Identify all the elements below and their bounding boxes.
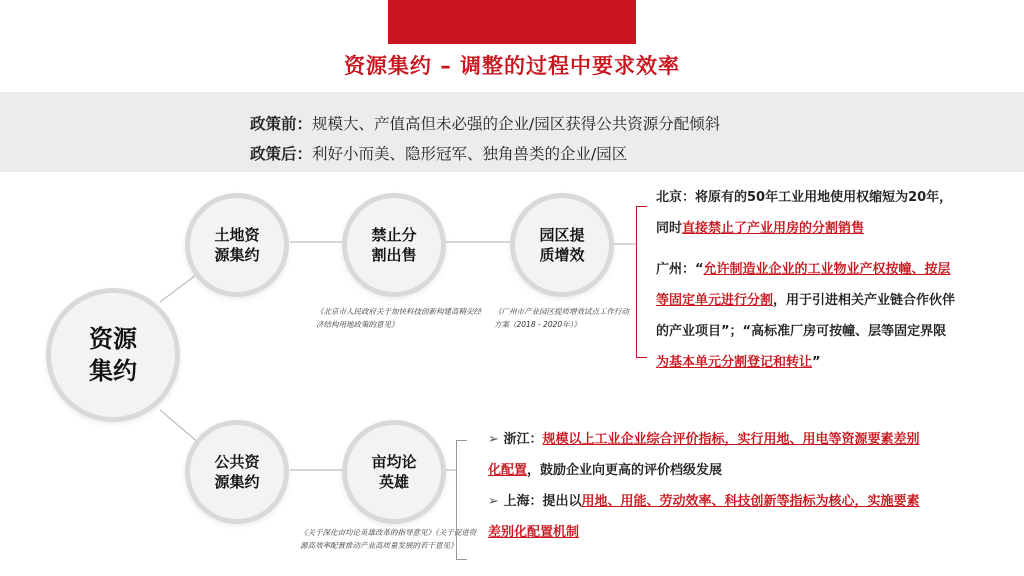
bracket-public (456, 440, 467, 560)
bullet-arrow-icon: ➢ (488, 494, 499, 509)
connector-main-land (160, 272, 200, 302)
zhejiang-highlight: 规模以上工业企业综合评价指标，实行用地、用电等资源要素差别化配置 (488, 432, 920, 478)
shanghai-highlight: 用地、用能、劳动效率、科技创新等指标为核心，实施要素差别化配置机制 (488, 494, 920, 540)
guangzhou-suffix: ” (812, 355, 821, 370)
connector-main-public (160, 410, 200, 444)
beijing-highlight: 直接禁止了产业用房的分割销售 (682, 221, 865, 236)
note-beijing-doc: 《北京市人民政府关于加快科技创新构建高精尖经济结构用地政策的意见》 (316, 307, 481, 329)
guangzhou-mid: ，用于引进相关产业链合作伙伴的产业项目”；“高标准厂房可按幢、层等固定界限 (656, 293, 956, 339)
circle-land-intensive: 土地资 源集约 (185, 193, 289, 297)
policy-before-text: 规模大、产值高但未必强的企业/园区获得公共资源分配倾斜 (312, 115, 721, 133)
circle-park-efficiency: 园区提 质增效 (510, 193, 614, 297)
beijing-text (656, 182, 956, 244)
shanghai-text (488, 486, 928, 548)
bullet-arrow-icon: ➢ (488, 432, 499, 447)
guangzhou-text (656, 254, 956, 378)
circle-ban-split-sale: 禁止分 割出售 (342, 193, 446, 297)
note-permu-doc: 《关于深化亩均论英雄改革的指导意见》《关于促进资源高效率配置推动产业高质量发展的若干意见》 (300, 528, 477, 550)
page-title: 资源集约 – 调整的过程中要求效率 (343, 54, 681, 78)
circle-resource-intensive: 资源 集约 (46, 288, 180, 422)
circle-per-mu-hero: 亩均论 英雄 (342, 420, 446, 524)
circle-public-intensive: 公共资 源集约 (185, 420, 289, 524)
bracket-land (636, 206, 647, 358)
guangzhou-prefix: 广州：“ (656, 262, 704, 277)
note-guangzhou-doc: 《广州市产业园区提质增效试点工作行动方案（2018 - 2020年）》 (494, 307, 629, 329)
guangzhou-highlight-1: 允许制造业企业的工业物业产权按幢、按层等固定单元进行分割 (656, 262, 951, 308)
zhejiang-suffix: ，鼓励企业向更高的评价档级发展 (527, 463, 723, 478)
policy-before-label: 政策前： (250, 115, 313, 133)
zhejiang-prefix: 浙江： (503, 432, 543, 447)
policy-after-label: 政策后： (250, 145, 313, 163)
policy-after-text: 利好小而美、隐形冠军、独角兽类的企业/园区 (312, 145, 628, 163)
beijing-prefix: 北京：将原有的50年工业用地使用权缩短为20年，同时 (656, 190, 953, 236)
shanghai-prefix: 上海：提出以 (503, 494, 582, 509)
guangzhou-highlight-2: 为基本单元分割登记和转让 (656, 355, 813, 370)
zhejiang-text (488, 424, 928, 486)
